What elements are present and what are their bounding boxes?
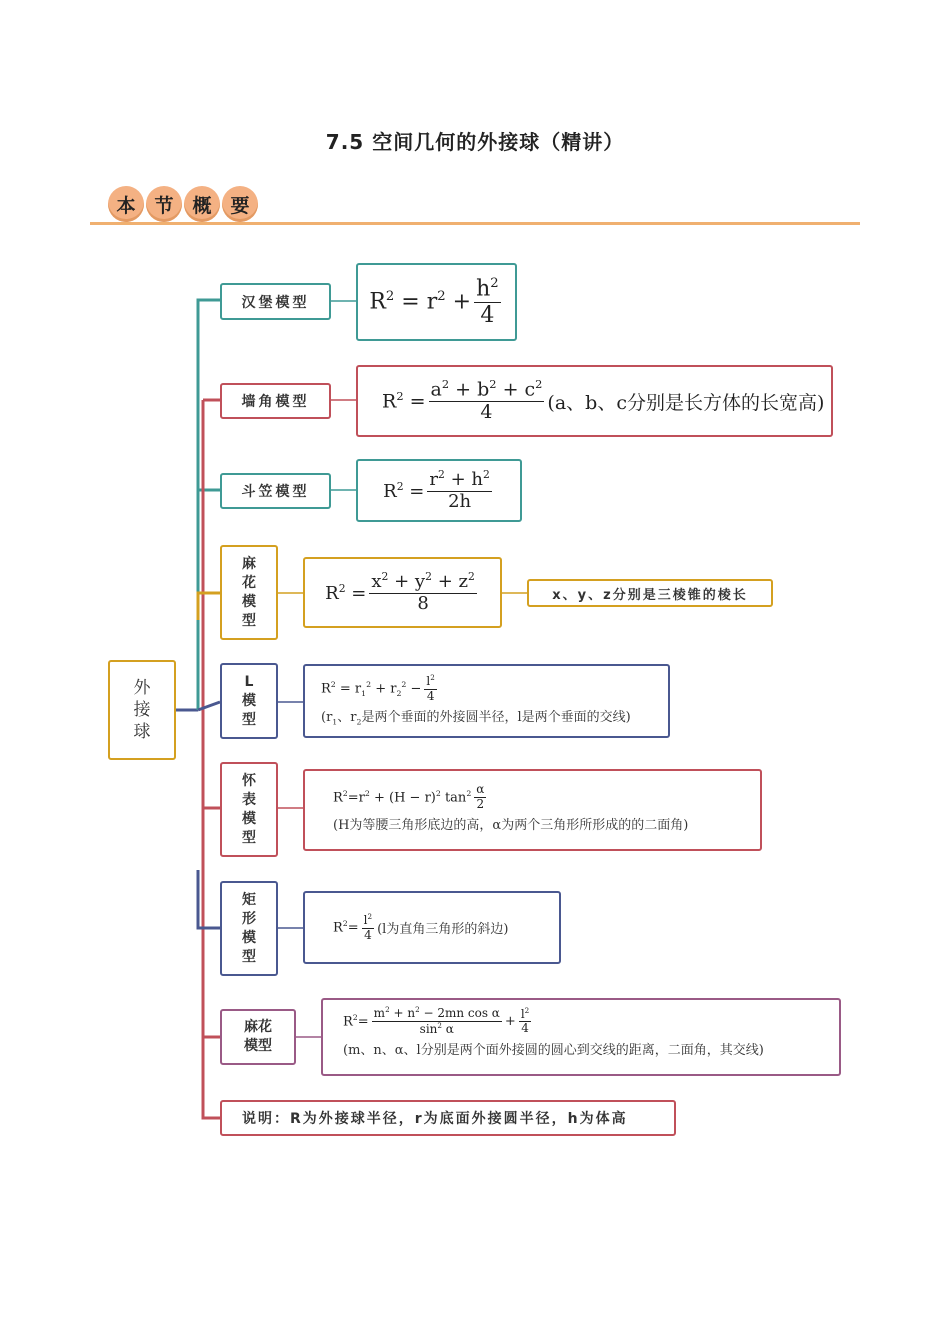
twist-1-side-note: x、y、z分别是三棱锥的棱长 (527, 579, 773, 607)
model-label-l: L 模 型 (220, 663, 278, 739)
formula-twist-1: $R^2$ = $\frac{x^2 + y^2 + z^2}{8}$ (303, 557, 502, 628)
formula-l: $R^2 = r_1^2 + r_2^2$ − $\frac{l^2}{4}$ ($r_1$、$r_2$是两个垂面的外接圆半径，l是两个垂面的交线) (303, 664, 670, 738)
model-label-watch: 怀 表 模 型 (220, 762, 278, 857)
formula-rect: $R^2=$ $\frac{l^2}{4}$ (l为直角三角形的斜边) (303, 891, 561, 964)
formula-corner-note: (a、b、c分别是长方体的长宽高) (547, 391, 825, 414)
formula-rect-note: (l为直角三角形的斜边) (377, 922, 509, 937)
model-label-corner: 墙角模型 (220, 383, 331, 419)
section-header-char: 节 (146, 186, 182, 222)
formula-l-note: 是两个垂面的外接圆半径，l是两个垂面的交线) (361, 709, 631, 725)
section-header-char: 本 (108, 186, 144, 222)
model-label-cone: 斗笠模型 (220, 473, 331, 509)
model-label-hamburger: 汉堡模型 (220, 283, 331, 320)
formula-twist-2: $R^2=$ $\frac{m^2 + n^2 - 2mn \cos \alpha}{\sin^2 \alpha}$ + $\frac{l^2}{4}$ (m、n、α、l分别是两个面外接圆的圆心到交线的距离，二面角，其交线) (321, 998, 841, 1076)
section-header-char: 要 (222, 186, 258, 222)
formula-cone: $R^2$ = $\frac{r^2 + h^2}{2h}$ (356, 459, 522, 522)
model-label-rect: 矩 形 模 型 (220, 881, 278, 976)
root-char: 接 (133, 700, 151, 720)
formula-twist-2-note: (m、n、α、l分别是两个面外接圆的圆心到交线的距离，二面角，其交线) (343, 1042, 764, 1058)
formula-watch-note: (H为等腰三角形底边的高，α为两个三角形所形成的的二面角) (333, 817, 689, 833)
section-header-char: 概 (184, 186, 220, 222)
root-char: 球 (133, 722, 151, 742)
root-char: 外 (133, 678, 151, 698)
model-label-twist-1: 麻 花 模 型 (220, 545, 278, 640)
formula-watch: $R^2=r^2 + (H - r)^2$ $\tan^2$ $\frac{\alpha}{2}$ (H为等腰三角形底边的高，α为两个三角形所形成的的二面角) (303, 769, 762, 851)
root-node (108, 660, 176, 760)
formula-hamburger: $R^2 = r^2$ + $\frac{h^2}{4}$ (356, 263, 517, 341)
page-title: 7.5 空间几何的外接球（精讲） (325, 130, 625, 154)
model-label-twist-2: 麻花 模型 (220, 1009, 296, 1065)
footnote-box: 说明：R为外接球半径，r为底面外接圆半径，h为体高 (220, 1100, 676, 1136)
formula-corner: $R^2$ = $\frac{a^2 + b^2 + c^2}{4}$ (a、b、c分别是长方体的长宽高) (356, 365, 833, 437)
